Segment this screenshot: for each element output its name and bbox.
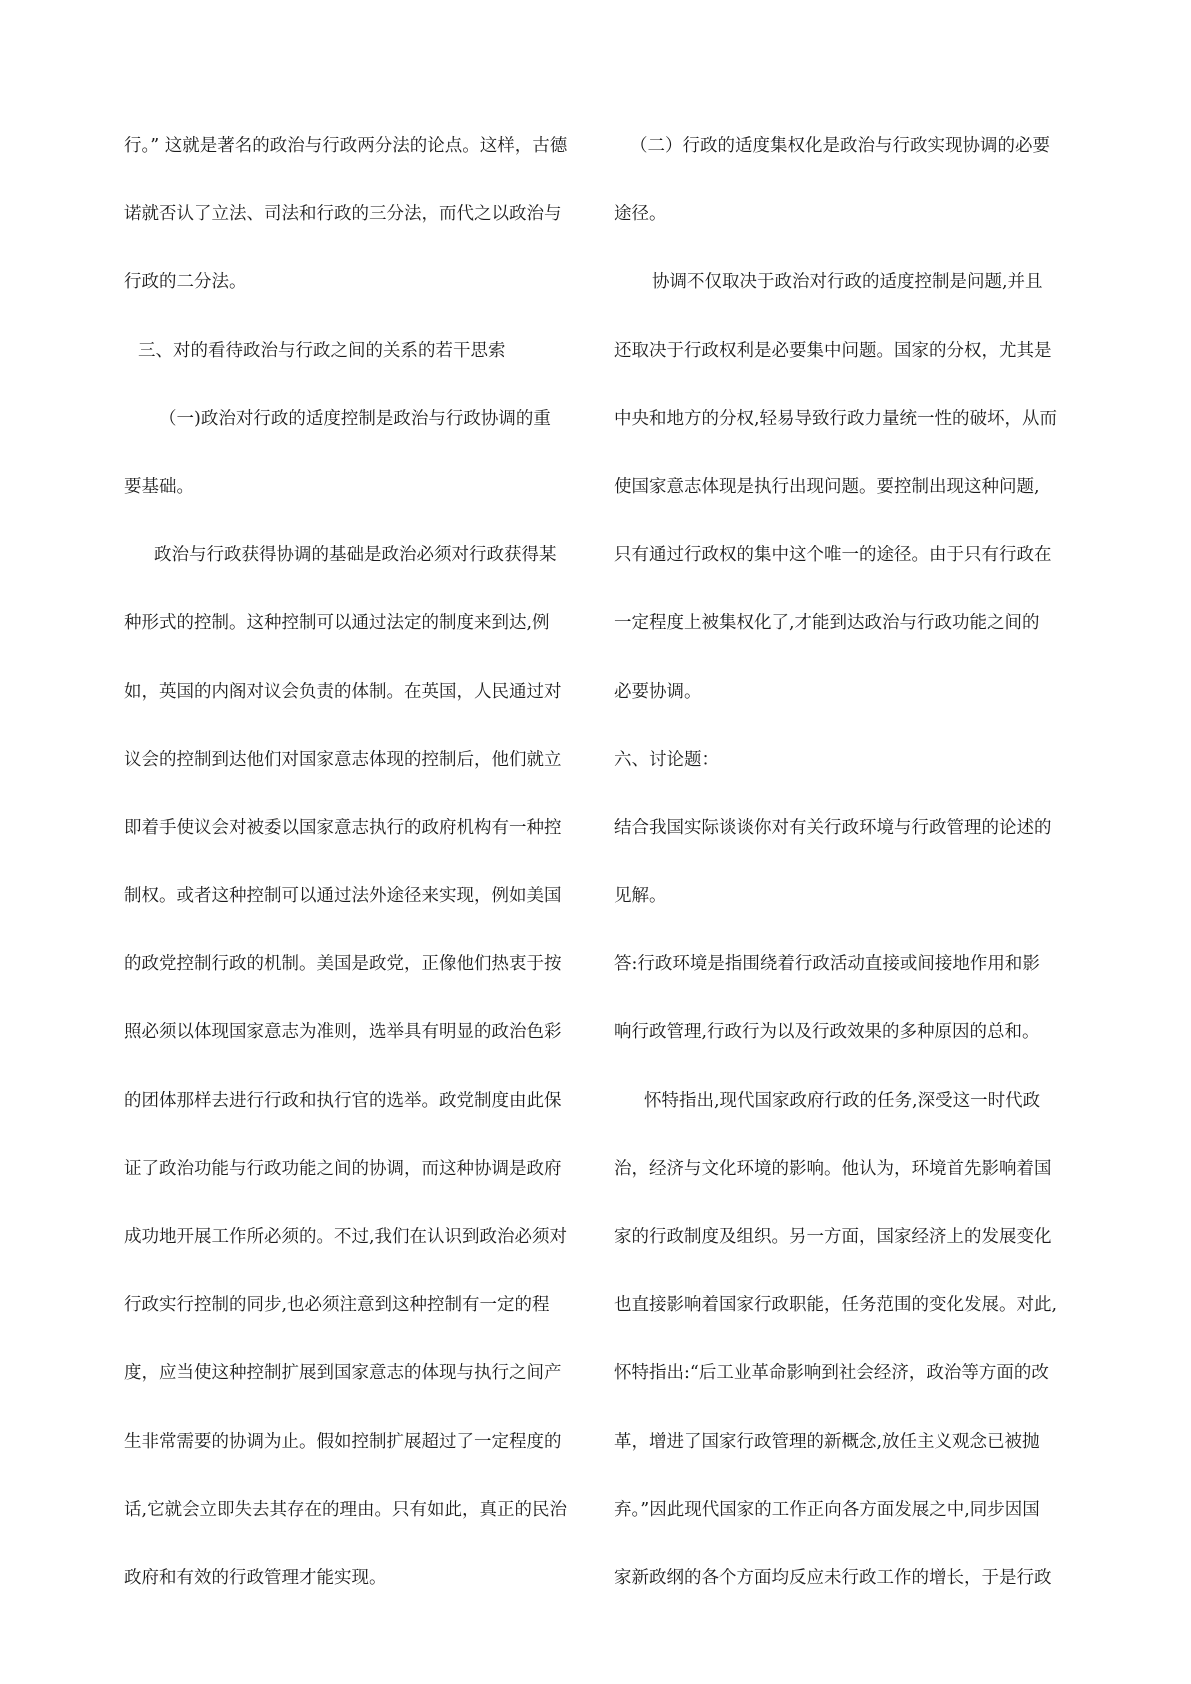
text-line: 家新政纲的各个方面均反应未行政工作的增长，于是行政 [614, 1567, 1052, 1588]
text-line: 生非常需要的协调为止。假如控制扩展超过了一定程度的 [124, 1431, 562, 1452]
text-line: 家的行政制度及组织。另一方面，国家经济上的发展变化 [614, 1227, 1052, 1247]
section-heading: 六、讨论题： [614, 749, 719, 770]
text-line: 见解。 [614, 886, 667, 907]
subsection-heading: （一)政治对行政的适度控制是政治与行政协调的重 [159, 408, 551, 429]
text-line: 诺就否认了立法、司法和行政的三分法，而代之以政治与 [124, 204, 562, 225]
text-line: 使国家意志体现是执行出现问题。要控制出现这种问题, [614, 476, 1040, 497]
paragraph-start: 政治与行政获得协调的基础是政治必须对行政获得某 [154, 545, 557, 566]
text-line: 必要协调。 [614, 681, 702, 702]
text-line: 行政的二分法。 [124, 272, 247, 293]
text-line: 治，经济与文化环境的影响。他认为，环境首先影响着国 [614, 1158, 1052, 1179]
text-line: 只有通过行政权的集中这个唯一的途径。由于只有行政在 [614, 545, 1052, 566]
text-line: 行政实行控制的同步,也必须注意到这种控制有一定的程 [124, 1295, 550, 1316]
text-line: 响行政管理,行政行为以及行政效果的多种原因的总和。 [614, 1022, 1040, 1043]
text-line: 还取决于行政权利是必要集中问题。国家的分权，尤其是 [614, 340, 1052, 361]
text-line: 种形式的控制。这种控制可以通过法定的制度来到达,例 [124, 613, 550, 634]
paragraph-start: 怀特指出,现代国家政府行政的任务,深受这一时代政 [644, 1090, 1041, 1111]
text-line: 要基础。 [124, 476, 194, 497]
paragraph-start: 协调不仅取决于政治对行政的适度控制是问题,并且 [652, 272, 1043, 293]
text-line: 一定程度上被集权化了,才能到达政治与行政功能之间的 [614, 613, 1040, 634]
text-line: 的政党控制行政的机制。美国是政党，正像他们热衷于按 [124, 954, 562, 975]
text-line: 怀特指出:“后工业革命影响到社会经济，政治等方面的改 [614, 1363, 1049, 1384]
text-line: 行。” 这就是著名的政治与行政两分法的论点。这样，古德 [124, 136, 568, 156]
section-heading: 三、对的看待政治与行政之间的关系的若干思索 [138, 340, 506, 361]
left-text-column [124, 134, 588, 1634]
text-line: 政府和有效的行政管理才能实现。 [124, 1567, 387, 1588]
question-text: 结合我国实际谈谈你对有关行政环境与行政管理的论述的 [614, 817, 1052, 838]
text-line: 中央和地方的分权,轻易导致行政力量统一性的破坏，从而 [614, 408, 1058, 429]
text-line: 的团体那样去进行行政和执行官的选举。政党制度由此保 [124, 1090, 562, 1111]
subsection-heading: （二）行政的适度集权化是政治与行政实现协调的必要 [630, 136, 1050, 156]
text-line: 议会的控制到达他们对国家意志体现的控制后，他们就立 [124, 749, 562, 770]
answer-text: 答:行政环境是指围绕着行政活动直接或间接地作用和影 [614, 954, 1040, 975]
text-line: 如，英国的内阁对议会负责的体制。在英国，人民通过对 [124, 681, 562, 702]
text-line: 照必须以体现国家意志为准则，选举具有明显的政治色彩 [124, 1022, 562, 1043]
text-line: 证了政治功能与行政功能之间的协调，而这种协调是政府 [124, 1158, 562, 1179]
text-line: 成功地开展工作所必须的。不过,我们在认识到政治必须对 [124, 1227, 568, 1247]
text-line: 度，应当使这种控制扩展到国家意志的体现与执行之间产 [124, 1363, 562, 1384]
text-line: 制权。或者这种控制可以通过法外途径来实现，例如美国 [124, 886, 562, 907]
text-line: 话,它就会立即失去其存在的理由。只有如此，真正的民治 [124, 1499, 568, 1520]
text-line: 也直接影响着国家行政职能，任务范围的变化发展。对此, [614, 1295, 1058, 1316]
text-line: 途径。 [614, 204, 667, 225]
text-line: 即着手使议会对被委以国家意志执行的政府机构有一种控 [124, 817, 562, 838]
right-text-column [614, 134, 1064, 1634]
text-line: 革，增进了国家行政管理的新概念,放任主义观念已被抛 [614, 1431, 1040, 1452]
text-line: 弃。”因此现代国家的工作正向各方面发展之中,同步因国 [614, 1499, 1040, 1520]
